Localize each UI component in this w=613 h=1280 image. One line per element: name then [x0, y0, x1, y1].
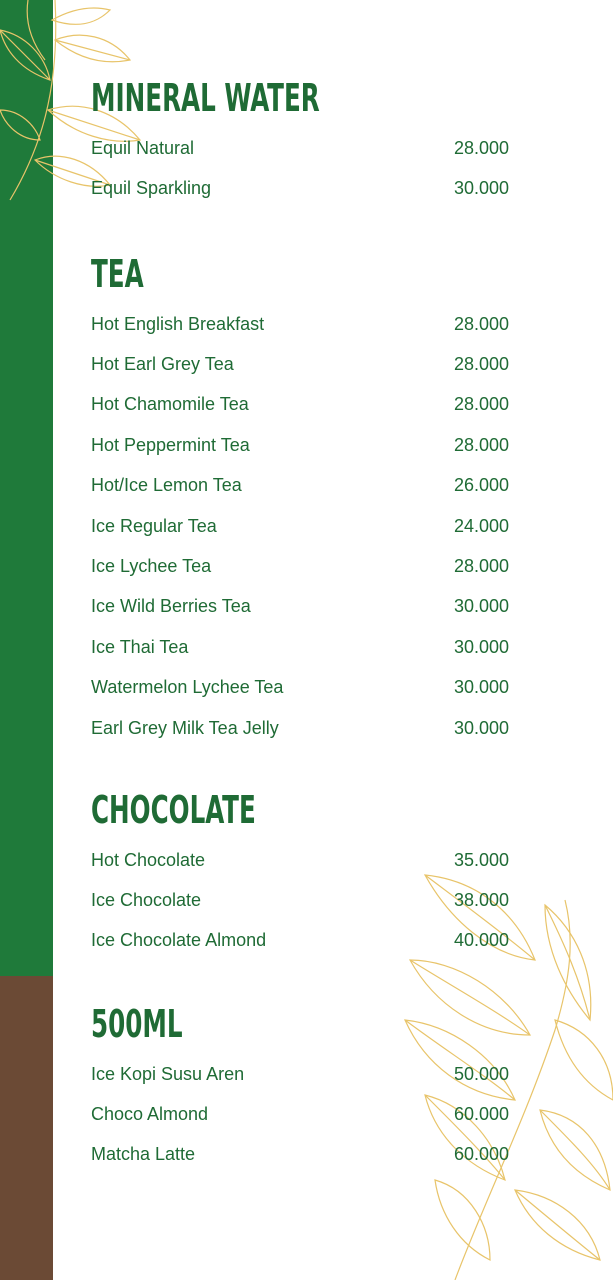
item-price: 60.000	[454, 1144, 510, 1165]
menu-item	[91, 385, 521, 425]
item-price: 30.000	[454, 178, 510, 199]
menu-list	[91, 840, 521, 961]
section-title: 500ML	[91, 1002, 183, 1046]
item-price: 28.000	[454, 313, 510, 334]
item-name: Ice Wild Berries Tea	[91, 596, 251, 617]
item-name: Hot Chocolate	[91, 849, 206, 870]
item-name: Ice Kopi Susu Aren	[91, 1063, 245, 1084]
menu-item	[91, 425, 521, 465]
section-mineral-water	[91, 74, 521, 209]
item-price: 50.000	[454, 1063, 510, 1084]
item-name: Hot Earl Grey Tea	[91, 354, 234, 375]
item-price: 28.000	[454, 354, 510, 375]
section-title: TEA	[91, 252, 144, 296]
section-title: MINERAL WATER	[91, 76, 320, 120]
section-chocolate	[91, 786, 521, 961]
section-tea	[91, 250, 521, 748]
item-name: Earl Grey Milk Tea Jelly	[91, 717, 279, 738]
menu-item	[91, 1094, 521, 1134]
menu-item	[91, 466, 521, 506]
menu-item	[91, 587, 521, 627]
item-name: Watermelon Lychee Tea	[91, 677, 284, 698]
item-name: Ice Lychee Tea	[91, 556, 212, 577]
menu-item	[91, 627, 521, 667]
item-price: 38.000	[454, 890, 510, 911]
item-price: 30.000	[454, 596, 510, 617]
item-name: Hot Peppermint Tea	[91, 434, 250, 455]
item-name: Ice Chocolate	[91, 890, 202, 911]
item-price: 30.000	[454, 636, 510, 657]
item-name: Hot/Ice Lemon Tea	[91, 475, 242, 496]
menu-item	[91, 506, 521, 546]
item-price: 28.000	[454, 434, 510, 455]
item-price: 35.000	[454, 849, 510, 870]
item-name: Equil Natural	[91, 137, 195, 158]
menu-item	[91, 1054, 521, 1094]
menu-item	[91, 921, 521, 961]
item-price: 26.000	[454, 475, 510, 496]
menu-item	[91, 668, 521, 708]
item-name: Choco Almond	[91, 1104, 209, 1125]
item-price: 60.000	[454, 1104, 510, 1125]
menu-item	[91, 708, 521, 748]
menu-item	[91, 880, 521, 920]
menu-list	[91, 128, 521, 209]
menu-item	[91, 168, 521, 208]
item-name: Ice Regular Tea	[91, 515, 217, 536]
menu-item	[91, 840, 521, 880]
item-price: 30.000	[454, 717, 510, 738]
menu-item	[91, 344, 521, 384]
item-price: 28.000	[454, 556, 510, 577]
menu-item	[91, 546, 521, 586]
section-500ml	[91, 1000, 521, 1175]
item-price: 28.000	[454, 394, 510, 415]
menu-item	[91, 1135, 521, 1175]
item-name: Matcha Latte	[91, 1144, 196, 1165]
item-name: Ice Thai Tea	[91, 636, 189, 657]
menu-item	[91, 128, 521, 168]
item-name: Hot Chamomile Tea	[91, 394, 249, 415]
item-name: Ice Chocolate Almond	[91, 930, 267, 951]
menu-item	[91, 304, 521, 344]
section-title: CHOCOLATE	[91, 788, 256, 832]
item-price: 28.000	[454, 137, 510, 158]
item-name: Hot English Breakfast	[91, 313, 265, 334]
item-price: 40.000	[454, 930, 510, 951]
menu-list	[91, 304, 521, 748]
item-price: 24.000	[454, 515, 510, 536]
item-price: 30.000	[454, 677, 510, 698]
menu-list	[91, 1054, 521, 1175]
side-stripe-brown	[0, 976, 53, 1280]
item-name: Equil Sparkling	[91, 178, 212, 199]
